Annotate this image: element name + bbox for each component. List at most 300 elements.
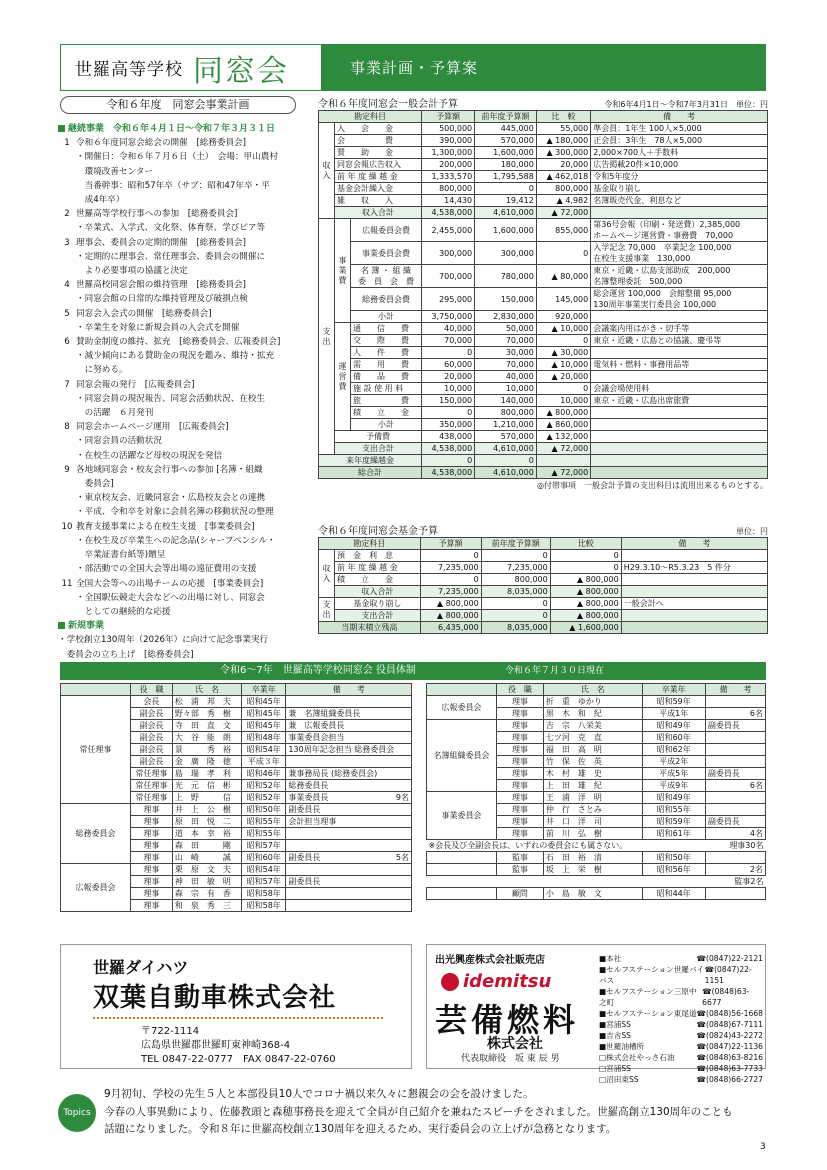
table-row xyxy=(319,195,768,207)
amount-cell: 0 xyxy=(421,347,474,359)
amount-cell: 300,000 xyxy=(475,242,537,265)
amount-cell: 10,000 xyxy=(475,383,537,395)
amount-cell: 40,000 xyxy=(475,371,537,383)
note-line: 在校生支援事業 130,000 xyxy=(593,254,691,263)
subtotal-row xyxy=(319,311,768,323)
officer-note: 兼事務局長 (総務委員会) xyxy=(286,768,412,780)
officer-note xyxy=(705,852,765,864)
officer-role: 副会長 xyxy=(131,732,173,744)
plan-item-number xyxy=(58,449,76,463)
officer-year: 平成5年 xyxy=(642,768,705,780)
jigyo-label: 事業費 xyxy=(335,219,351,323)
note-cell xyxy=(621,574,767,586)
fund-budget xyxy=(318,523,768,634)
note-cell xyxy=(621,586,767,598)
note-cell xyxy=(621,562,767,574)
officer-note: 総務委員長 xyxy=(286,780,412,792)
amount-cell: 7,235,000 xyxy=(420,562,481,574)
account-name: 施 設 使 用 料 xyxy=(351,383,422,395)
account-name xyxy=(351,242,422,265)
plan-item xyxy=(58,321,306,335)
amount-cell: ▲ 462,018 xyxy=(536,171,590,183)
table-row xyxy=(319,323,768,335)
plan-item-text: 賛助金制度の維持、拡充 [総務委員会、広報委員会] xyxy=(76,337,281,348)
branch-tel xyxy=(697,1041,763,1052)
officer-name: 栗 原 文 夫 xyxy=(172,864,241,876)
amount-cell: 800,000 xyxy=(475,407,537,419)
officer-name: 寺 田 直 文 xyxy=(172,720,241,732)
officer-group: 総務委員会 xyxy=(61,804,131,864)
officer-group: 広報委員会 xyxy=(427,696,497,720)
table-row xyxy=(319,550,768,562)
officer-year: 昭和50年 xyxy=(642,852,705,864)
header-cell: 勘定科目 xyxy=(319,111,422,123)
officer-role: 監事 xyxy=(497,864,544,876)
amount-cell: 0 xyxy=(550,562,621,574)
phone-icon: ☎ xyxy=(696,1009,707,1018)
plan-item-number xyxy=(58,477,76,491)
branch-name: ■セルフステーション世羅バイパス xyxy=(599,965,705,985)
officer-role: 理事 xyxy=(497,804,544,816)
header-cell: 役 職 xyxy=(497,684,544,696)
table-row xyxy=(319,335,768,347)
amount-cell: 2,455,000 xyxy=(421,219,474,242)
plan-item xyxy=(58,548,306,562)
fund-budget-unit: 単位：円 xyxy=(736,527,768,536)
note-line: 正会員：3年生 78人×5,000 xyxy=(593,136,703,145)
account-name: 前 年 度 繰 越 金 xyxy=(335,562,421,574)
officer-note: 事業委員会担当 xyxy=(286,732,412,744)
topics-line: 話題になりました。令和８年に世羅高校創立130周年を迎えるため、実行委員会の立上げが急務となります。 xyxy=(104,1123,617,1135)
amount-cell: 0 xyxy=(536,335,590,347)
new-item-text: ・学校創立130周年（2026年）に向けて記念事業実行 xyxy=(58,635,269,646)
income-label: 収入 xyxy=(319,550,335,598)
new-item-text: 委員会の立ち上げ [総務委員会] xyxy=(58,649,194,660)
branch-tel-number: (0848)67-7111 xyxy=(706,1020,763,1029)
amount-cell: 1,600,000 xyxy=(475,219,537,242)
amount-cell: 2,830,000 xyxy=(475,311,537,323)
plan-item-text: ・減少傾向にある賛助金の現況を鑑み、維持・拡充 xyxy=(76,351,275,362)
table-row xyxy=(319,123,768,135)
note-line: 総会運営 100,000 会館整備 95,000 xyxy=(593,289,732,298)
officer-year: 昭和52年 xyxy=(242,780,286,792)
header-cell: 役 職 xyxy=(131,684,173,696)
officer-year: 昭和45年 xyxy=(242,720,286,732)
amount-cell: 14,430 xyxy=(421,195,474,207)
officer-name: 七ツ河 克 直 xyxy=(543,732,642,744)
amount-cell: 0 xyxy=(481,598,550,610)
branch-tel-number: (0847)22-1151 xyxy=(704,965,752,985)
amount-cell: ▲ 860,000 xyxy=(536,419,590,431)
general-budget-period: 令和6年4月1日～令和7年3月31日 単位：円 xyxy=(604,100,768,109)
branch-tel xyxy=(697,1052,763,1063)
officer-role: 副会長 xyxy=(131,756,173,768)
officer-note: 兼 名簿組織委員長 xyxy=(286,708,412,720)
plan-item-text: ・同窓会員の現況報告、同窓会活動状況、在校生 xyxy=(76,393,266,404)
officer-note: 副委員長 xyxy=(705,816,765,828)
amount-cell: 1,600,000 xyxy=(475,147,537,159)
amount-cell: ▲ 72,000 xyxy=(536,467,590,479)
plan-item-number xyxy=(58,264,76,278)
officer-name: 坂 上 栄 樹 xyxy=(543,864,642,876)
amount-cell: ▲ 800,000 xyxy=(550,598,621,610)
square-bullet-icon xyxy=(58,125,65,132)
topics-line: 今春の人事異動により、佐藤教頭と森穂事務長を迎えて全員が自己紹介を兼ねたスピーチをされました。世羅高創立130周年のことも xyxy=(104,1105,733,1118)
header-right: 事業計画・予算案 xyxy=(322,44,766,91)
amount-cell: ▲ 800,000 xyxy=(536,407,590,419)
amount-cell: 4,610,000 xyxy=(475,207,537,219)
plan-item-number xyxy=(58,605,76,619)
note-line: 名簿販売代金、利息など xyxy=(593,196,682,205)
note-line: 準会員：1年生 100人×5,000 xyxy=(593,124,702,133)
branch-name: ■セルフステーション三原中之町 xyxy=(599,987,697,1007)
header-cell: 氏 名 xyxy=(543,684,642,696)
officer-name: 景 秀 裕 xyxy=(172,744,241,756)
table-row xyxy=(319,371,768,383)
table-row xyxy=(319,135,768,147)
note-line: 令和5年度分 xyxy=(593,172,639,181)
amount-cell: ▲ 800,000 xyxy=(420,610,481,622)
officer-year: 昭和54年 xyxy=(242,744,286,756)
amount-cell: 70,000 xyxy=(421,335,474,347)
officer-note xyxy=(705,744,765,756)
plan-item-text: ・在校生の活躍など母校の現況を発信 xyxy=(76,450,223,461)
komon-row xyxy=(427,888,766,900)
amount-cell: ▲ 72,000 xyxy=(536,443,590,455)
officer-role: 理事 xyxy=(497,720,544,732)
officer-count: 2名 xyxy=(749,865,763,874)
officer-name: 仲 行 さとみ xyxy=(543,804,642,816)
plan-item-text: ・卒業式、入学式、文化祭、体育祭、学びピア等 xyxy=(76,223,266,234)
subtotal-row xyxy=(319,207,768,219)
ad-contact xyxy=(141,1025,336,1067)
note-cell xyxy=(591,383,768,395)
officer-role: 理事 xyxy=(131,816,173,828)
table-row xyxy=(319,219,768,242)
amount-cell: ▲ 4,982 xyxy=(536,195,590,207)
officer-note: 副委員長 xyxy=(286,876,412,888)
amount-cell: 780,000 xyxy=(475,265,537,288)
header-cell: 比 較 xyxy=(536,111,590,123)
officer-note xyxy=(705,864,765,876)
note-cell xyxy=(591,359,768,371)
plan-item-text: ・定期的に理事会、常任理事会、委員会の開催に xyxy=(76,251,266,262)
officer-name: 木 村 雄 史 xyxy=(543,768,642,780)
plan-item xyxy=(58,591,306,605)
account-name: 来年度繰越金 xyxy=(319,455,422,467)
plan-item xyxy=(58,392,306,406)
officer-note xyxy=(286,888,412,900)
plan-item-text: 成4年卒） xyxy=(76,195,125,206)
amount-cell: 150,000 xyxy=(475,288,537,311)
unei-label: 運営費 xyxy=(335,323,351,431)
note-cell xyxy=(621,622,767,634)
page-number: 3 xyxy=(760,1142,766,1152)
officer-year: 昭和58年 xyxy=(242,888,286,900)
header-cell xyxy=(61,684,131,696)
account-name: 小計 xyxy=(351,311,422,323)
table-header-row xyxy=(319,538,768,550)
ad-tel: TEL 0847-22-0777 FAX 0847-22-0760 xyxy=(141,1054,336,1065)
note-cell xyxy=(591,159,768,171)
plan-item-text: ・同窓会館の日常的な維持管理及び破損点検 xyxy=(76,294,248,305)
plan-body xyxy=(58,122,306,662)
officer-year: 昭和49年 xyxy=(642,720,705,732)
general-budget-title: 令和６年度同窓会一般会計予算 xyxy=(318,99,458,110)
table-row xyxy=(319,455,768,467)
officer-role: 理事 xyxy=(131,852,173,864)
note-cell xyxy=(591,431,768,443)
table-row xyxy=(319,574,768,586)
officer-note xyxy=(705,732,765,744)
plan-item-number xyxy=(58,165,76,179)
officer-role: 理事 xyxy=(497,768,544,780)
amount-cell: 200,000 xyxy=(421,159,474,171)
amount-cell: 0 xyxy=(420,574,481,586)
officer-note: 事業委員長 9名 xyxy=(286,792,412,804)
note-line: 130周年事業実行委員会 100,000 xyxy=(593,300,717,309)
note-cell xyxy=(621,598,767,610)
account-name: 基金取り崩し xyxy=(335,598,421,610)
fund-budget-table xyxy=(318,537,768,634)
account-name: 収入合計 xyxy=(335,586,421,598)
amount-cell: 10,000 xyxy=(536,395,590,407)
officer-role: 理事 xyxy=(497,816,544,828)
amount-cell: 40,000 xyxy=(421,323,474,335)
table-row xyxy=(319,171,768,183)
plan-item-text: 環境改善センター xyxy=(76,166,154,177)
note-line: 一般会計へ xyxy=(623,599,664,608)
school-name: 世羅高等学校 xyxy=(75,60,183,80)
amount-cell: ▲ 300,000 xyxy=(536,147,590,159)
note-cell xyxy=(591,207,768,219)
note-line: 会議案内用はがき・切手等 xyxy=(593,324,690,333)
amount-cell: ▲ 72,000 xyxy=(536,207,590,219)
new-item-list xyxy=(58,633,306,661)
note-line: 広告掲載20件×10,000 xyxy=(593,160,679,169)
officer-name: 前 川 弘 樹 xyxy=(543,828,642,840)
account-name: 支出合計 xyxy=(335,610,421,622)
plan-item-number xyxy=(58,179,76,193)
officer-note xyxy=(286,696,412,708)
officer-note xyxy=(286,828,412,840)
amount-cell: 0 xyxy=(421,407,474,419)
plan-item xyxy=(58,136,306,150)
subtotal-row xyxy=(319,586,768,598)
account-name: 備 品 費 xyxy=(351,371,422,383)
riji-count: 理事30名 xyxy=(729,841,764,850)
officer-year: 昭和55年 xyxy=(642,804,705,816)
amount-cell: 70,000 xyxy=(475,335,537,347)
table-row xyxy=(319,431,768,443)
table-row xyxy=(319,383,768,395)
note-cell xyxy=(591,467,768,479)
branch-name: ■セルフステーション東尾道 xyxy=(599,1009,697,1018)
note-line: ホームページ運営費・事務費 70,000 xyxy=(593,231,734,240)
kanji-count-row xyxy=(427,876,766,888)
plan-item xyxy=(58,577,306,591)
plan-item-text: ・卒業生を対象に新規会員の入会式を開催 xyxy=(76,322,240,333)
plan-item-text: 卒業証書台紙等)贈呈 xyxy=(76,550,166,561)
officer-role: 常任理事 xyxy=(131,768,173,780)
officer-name: 井 口 洋 司 xyxy=(543,816,642,828)
plan-item-text: 各地域同窓会・校友会行事への参加 [名簿・組織 xyxy=(76,464,263,475)
plan-item-text: 理事会、委員会の定期的開催 [総務委員会] xyxy=(76,237,246,248)
plan-item-number xyxy=(58,321,76,335)
branch-row xyxy=(599,1074,763,1085)
table-header-row xyxy=(319,111,768,123)
amount-cell: 8,035,000 xyxy=(481,622,550,634)
officer-year: 昭和52年 xyxy=(242,792,286,804)
plan-item-text: ・東京校友会、近畿同窓会・広島校友会との連携 xyxy=(76,493,266,504)
plan-item-text: ・開催日：令和６年７月６日（土） 会場：甲山農村 xyxy=(76,152,278,163)
plan-item-text: より必要事項の協議と決定 xyxy=(76,266,188,277)
officer-note xyxy=(286,840,412,852)
plan-item-number xyxy=(58,534,76,548)
amount-cell: ▲ 80,000 xyxy=(536,265,590,288)
officers-date: 令和６年７月３０日現在 xyxy=(505,666,605,676)
plan-item xyxy=(58,349,306,363)
plan-item-number: 9 xyxy=(64,464,70,475)
officer-year: 平成9年 xyxy=(642,780,705,792)
plan-item-text: 同窓会報の発行 [広報委員会] xyxy=(76,379,195,390)
table-row xyxy=(319,443,768,455)
plan-item xyxy=(58,236,306,250)
branch-tel-number: (0848)56-1668 xyxy=(706,1009,763,1018)
note-line: 基金取り崩し xyxy=(593,184,642,193)
branch-row xyxy=(599,1041,763,1052)
amount-cell: ▲ 800,000 xyxy=(550,586,621,598)
amount-cell: 445,000 xyxy=(475,123,537,135)
officer-group: 常任理事 xyxy=(61,696,131,804)
plan-item xyxy=(58,505,306,519)
officer-role: 副会長 xyxy=(131,720,173,732)
plan-item-number xyxy=(58,150,76,164)
table-row xyxy=(319,347,768,359)
table-row xyxy=(319,598,768,610)
amount-cell: 7,235,000 xyxy=(420,586,481,598)
amount-cell: 570,000 xyxy=(475,431,537,443)
officer-name: 光 元 信 彬 xyxy=(172,780,241,792)
officer-role: 理事 xyxy=(497,756,544,768)
officer-role: 理事 xyxy=(131,864,173,876)
officer-name: 原 田 悦 二 xyxy=(172,816,241,828)
officer-year: 昭和56年 xyxy=(642,864,705,876)
amount-cell: ▲ 20,000 xyxy=(536,371,590,383)
header-cell: 予算額 xyxy=(420,538,481,550)
officer-name: 野々部 秀 樹 xyxy=(172,708,241,720)
amount-cell: ▲ 10,000 xyxy=(536,323,590,335)
branch-tel xyxy=(697,1008,763,1019)
officer-role: 監事 xyxy=(497,852,544,864)
officer-year: 昭和50年 xyxy=(242,804,286,816)
officer-name: 島 瑞 孝 利 xyxy=(172,768,241,780)
officer-name: 吉 宗 八栄美 xyxy=(543,720,642,732)
amount-cell: 800,000 xyxy=(481,574,550,586)
kanji-count: 監事2名 xyxy=(734,877,764,886)
phone-icon: ☎ xyxy=(696,1053,707,1062)
table-row xyxy=(319,407,768,419)
plan-item-text: 世羅高等学校行事への参加 [総務委員会] xyxy=(76,209,238,220)
plan-item-number xyxy=(58,562,76,576)
plan-item-text: の活躍 ６月発刊 xyxy=(76,408,154,419)
officer-note: 会計担当理事 xyxy=(286,816,412,828)
table-row xyxy=(319,395,768,407)
note-cell xyxy=(591,195,768,207)
note-cell xyxy=(591,171,768,183)
plan-item xyxy=(58,292,306,306)
header-cell: 予算額 xyxy=(421,111,474,123)
amount-cell: 8,035,000 xyxy=(481,586,550,598)
amount-cell: 500,000 xyxy=(421,123,474,135)
plan-item-text: 委員会] xyxy=(76,479,114,490)
amount-cell: 800,000 xyxy=(421,183,474,195)
officer-role: 理事 xyxy=(497,696,544,708)
table-row xyxy=(319,147,768,159)
officer-year: 昭和49年 xyxy=(642,792,705,804)
account-name: 賛 助 金 xyxy=(335,147,422,159)
expense-label: 支出 xyxy=(319,219,335,455)
amount-cell: 150,000 xyxy=(421,395,474,407)
header-cell: 卒業年 xyxy=(642,684,705,696)
phone-icon: ☎ xyxy=(702,987,712,996)
officer-row xyxy=(61,804,412,816)
officers-note: ※会長及び全副会長は、いずれの委員会にも属さない。 xyxy=(428,841,628,850)
account-name xyxy=(351,265,422,288)
amount-cell: 1,300,000 xyxy=(421,147,474,159)
header-cell: 前年度予算額 xyxy=(481,538,550,550)
amount-cell: ▲ 800,000 xyxy=(550,610,621,622)
officer-year: 昭和46年 xyxy=(242,768,286,780)
officer-note xyxy=(705,828,765,840)
general-budget xyxy=(318,96,768,491)
officer-year: 昭和55年 xyxy=(242,816,286,828)
table-row xyxy=(319,467,768,479)
note-line: 東京・近畿・広島出席旅費 xyxy=(593,396,690,405)
ad-futaba xyxy=(60,944,412,1069)
plan-item-number: 1 xyxy=(64,138,70,149)
officer-note: 130周年記念担当 総務委員会 xyxy=(286,744,412,756)
plan-item-number xyxy=(58,548,76,562)
officer-role: 理事 xyxy=(131,804,173,816)
plan-item-number xyxy=(58,392,76,406)
officers-left xyxy=(60,683,412,912)
plan-item xyxy=(58,193,306,207)
continuing-heading: 継続事業 令和６年４月１日～令和７年３月３１日 xyxy=(58,122,306,136)
branch-name: ■吉舎SS xyxy=(599,1031,632,1040)
table-header-row xyxy=(427,684,766,696)
account-name: 予備費 xyxy=(335,431,422,443)
phone-icon: ☎ xyxy=(696,1075,707,1084)
officer-note: 副委員長 xyxy=(286,804,412,816)
ad2-dealer: 出光興産株式会社販売店 xyxy=(435,955,545,966)
branch-tel-number: (0824)43-2272 xyxy=(706,1031,763,1040)
topics-badge: Topics xyxy=(58,1094,96,1132)
plan-item-number: 5 xyxy=(64,308,70,319)
officer-year: 平成2年 xyxy=(642,756,705,768)
note-cell xyxy=(591,183,768,195)
branch-name: □宮浦SS xyxy=(599,1064,632,1073)
table-row xyxy=(319,159,768,171)
phone-icon: ☎ xyxy=(696,1042,707,1051)
table-row xyxy=(319,183,768,195)
branch-tel xyxy=(702,986,763,1008)
kanji-row xyxy=(427,852,766,864)
note-cell xyxy=(591,395,768,407)
amount-cell: 55,000 xyxy=(536,123,590,135)
amount-cell: 0 xyxy=(550,550,621,562)
branch-row xyxy=(599,1063,763,1074)
